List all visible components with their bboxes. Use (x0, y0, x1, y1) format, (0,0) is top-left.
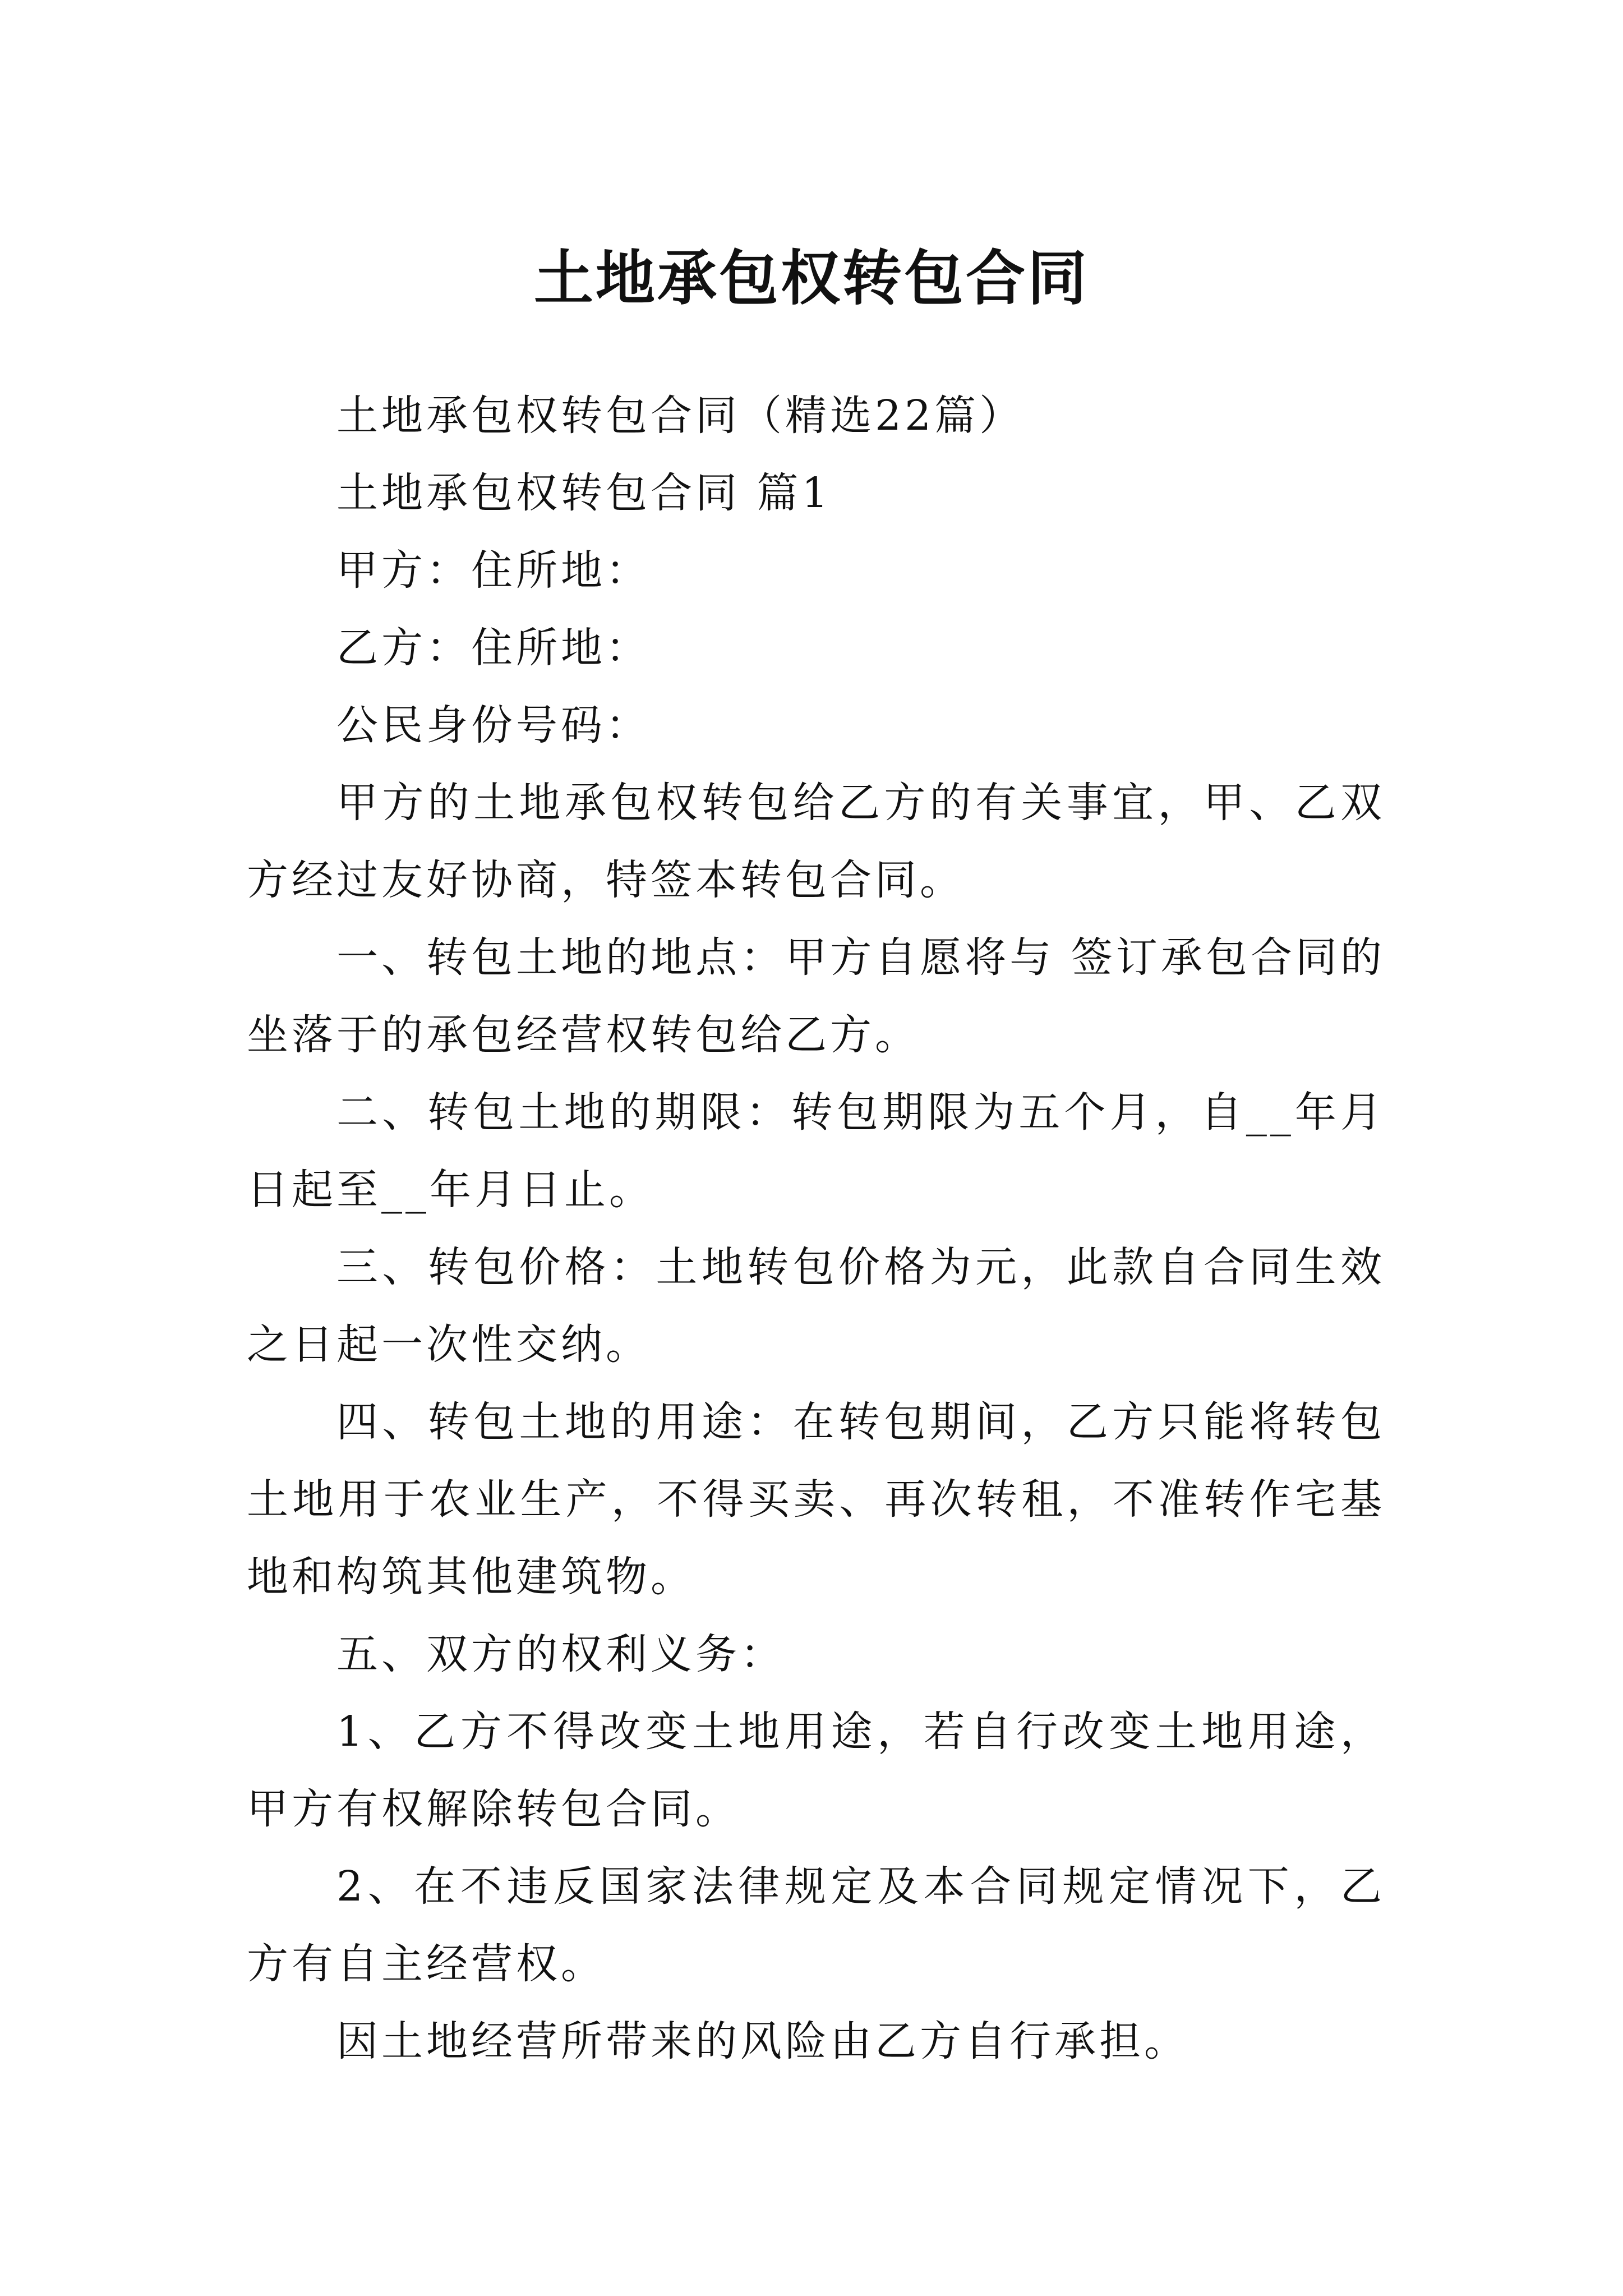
paragraph: 四、转包土地的用途：在转包期间，乙方只能将转包土地用于农业生产，不得买卖、再次转租，不准转作宅基地和构筑其他建筑物。 (247, 1398, 1385, 1601)
paragraph: 五、双方的权利义务： (336, 1630, 785, 1678)
paragraph: 2、在不违反国家法律规定及本合同规定情况下，乙方有自主经营权。 (247, 1862, 1385, 1988)
paragraph: 1、乙方不得改变土地用途，若自行改变土地用途，甲方有权解除转包合同。 (247, 1708, 1385, 1833)
paragraph: 一、转包土地的地点：甲方自愿将与 签订承包合同的坐落于的承包经营权转包给乙方。 (247, 933, 1385, 1059)
document-title: 土地承包权转包合同 (534, 243, 1089, 314)
paragraph: 土地承包权转包合同 篇1 (336, 469, 832, 517)
paragraph: 甲方的土地承包权转包给乙方的有关事宜，甲、乙双方经过友好协商，特签本转包合同。 (247, 779, 1385, 904)
paragraph: 甲方：住所地： (336, 546, 651, 595)
paragraph: 土地承包权转包合同（精选22篇） (336, 392, 1025, 440)
paragraph: 三、转包价格：土地转包价格为元，此款自合同生效之日起一次性交纳。 (247, 1243, 1385, 1369)
paragraph: 乙方：住所地： (336, 624, 651, 672)
paragraph: 因土地经营所带来的风险由乙方自行承担。 (336, 2017, 1189, 2065)
document-body (247, 377, 1385, 2080)
paragraph: 二、转包土地的期限：转包期限为五个月，自__年月日起至__年月日止。 (247, 1088, 1385, 1214)
paragraph: 公民身份号码： (336, 701, 651, 749)
